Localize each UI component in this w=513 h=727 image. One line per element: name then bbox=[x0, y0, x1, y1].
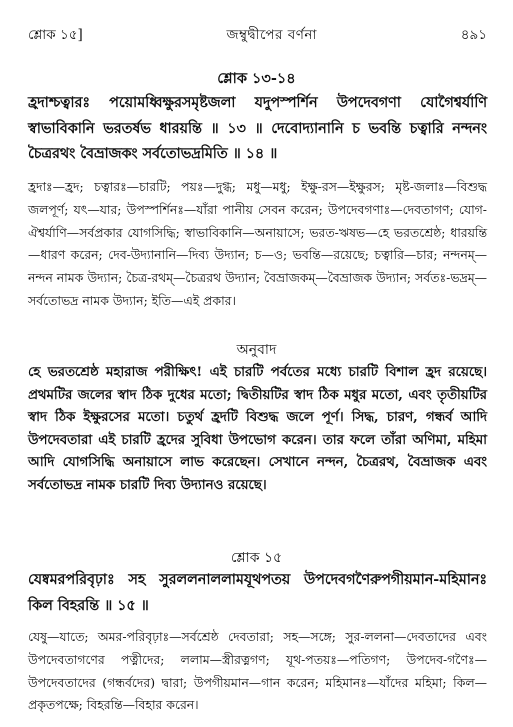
verse-13-14-synonyms: হ্রদাঃ—হ্রদ; চত্বারঃ—চারটি; পয়ঃ—দুগ্ধ; মধু—মধু; ইক্ষু-রস—ইক্ষুরস; মৃষ্ট-জলাঃ—বিশুদ্ধ জলপূর্ণ; যৎ—যার; উপস্পর্শিনঃ—যাঁরা পানীয় সেবন করেন; উপদেবগণাঃ—দেবতাগণ; যোগ-ঐশ্বর্যাণি—সর্বপ্রকার যোগসিদ্ধি; স্বাভাবিকানি—অনায়াসে; ভরত-ঋষভ—হে ভরতশ্রেষ্ঠ; ধারয়ন্তি—ধারণ করেন; দেব-উদ্যানানি—দিব্য উদ্যান; চ—ও; ভবন্তি—রয়েছে; চত্বারি—চার; নন্দনম্—নন্দন নামক উদ্যান; চৈত্র-রথম্—চৈত্ররথ উদ্যান; বৈভ্রাজকম্—বৈভ্রাজক উদ্যান; সর্বতঃ-ভদ্রম্—সর্বতোভদ্র নামক উদ্যান; ইতি—এই প্রকার। bbox=[28, 179, 487, 308]
verse-13-14-title: শ্লোক ১৩-১৪ bbox=[217, 70, 296, 87]
running-head-title: জম্বুদ্বীপের বর্ণনা bbox=[226, 26, 317, 43]
translation-heading: অনুবাদ bbox=[236, 342, 277, 358]
verse-13-14-sanskrit: হ্রদাশ্চত্বারঃ পয়োমধ্বিক্ষুরসমৃষ্টজলা যদুপস্পর্শিন উপদেবগণা যোগৈশ্বর্যাণি স্বাভাবিকানি ভরতর্ষভ ধারয়ন্তি ॥ ১৩ ॥ দেবোদ্যানানি চ ভবন্তি চত্বারি নন্দনং চৈত্ররথং বৈভ্রাজকং সর্বতোভদ্রমিতি ॥ ১৪ ॥ bbox=[28, 95, 487, 162]
translation-text: হে ভরতশ্রেষ্ঠ মহারাজ পরীক্ষিৎ! এই চারটি পর্বতের মধ্যে চারটি বিশাল হ্রদ রয়েছে। প্রথমটির জলের স্বাদ ঠিক দুধের মতো; দ্বিতীয়টির স্বাদ ঠিক মধুর মতো, এবং তৃতীয়টির স্বাদ ঠিক ইক্ষুরসের মতো। চতুর্থ হ্রদটি বিশুদ্ধ জলে পূর্ণ। সিদ্ধ, চারণ, গন্ধর্ব আদি উপদেবতারা এই চারটি হ্রদের সুবিধা উপভোগ করেন। তার ফলে তাঁরা অণিমা, মহিমা আদি যোগসিদ্ধি অনায়াসে লাভ করেছেন। সেখানে নন্দন, চৈত্ররথ, বৈভ্রাজক এবং সর্বতোভদ্র নামক চারটি দিব্য উদ্যানও রয়েছে। bbox=[28, 365, 487, 493]
verse-15-synonyms: যেষু—যাতে; অমর-পরিবৃঢ়াঃ—সর্বশ্রেষ্ঠ দেবতারা; সহ—সঙ্গে; সুর-ললনা—দেবতাদের এবং উপদেবতাগণের পত্নীদের; ললাম—স্ত্রীরত্নগণ; যূথ-পতয়ঃ—পতিগণ; উপদেব-গণৈঃ—উপদেবতাদের (গন্ধর্বদের) দ্বারা; উপগীয়মান—গান করেন; মহিমানঃ—যাঁদের মহিমা; কিল—প্রকৃতপক্ষে; বিহরন্তি—বিহার করেন। bbox=[28, 629, 487, 713]
running-head-verse: শ্লোক ১৫] bbox=[28, 26, 83, 43]
verse-15-sanskrit: যেষ্বমরপরিবৃঢ়াঃ সহ সুরললনাললামযূথপতয় উপদেবগণৈরুপগীয়মান-মহিমানঃ কিল বিহরন্তি ॥ ১৫ ॥ bbox=[28, 572, 487, 614]
verse-15-title: শ্লোক ১৫ bbox=[230, 550, 283, 566]
page-number: ৪৯১ bbox=[460, 26, 487, 43]
running-head bbox=[28, 24, 487, 46]
